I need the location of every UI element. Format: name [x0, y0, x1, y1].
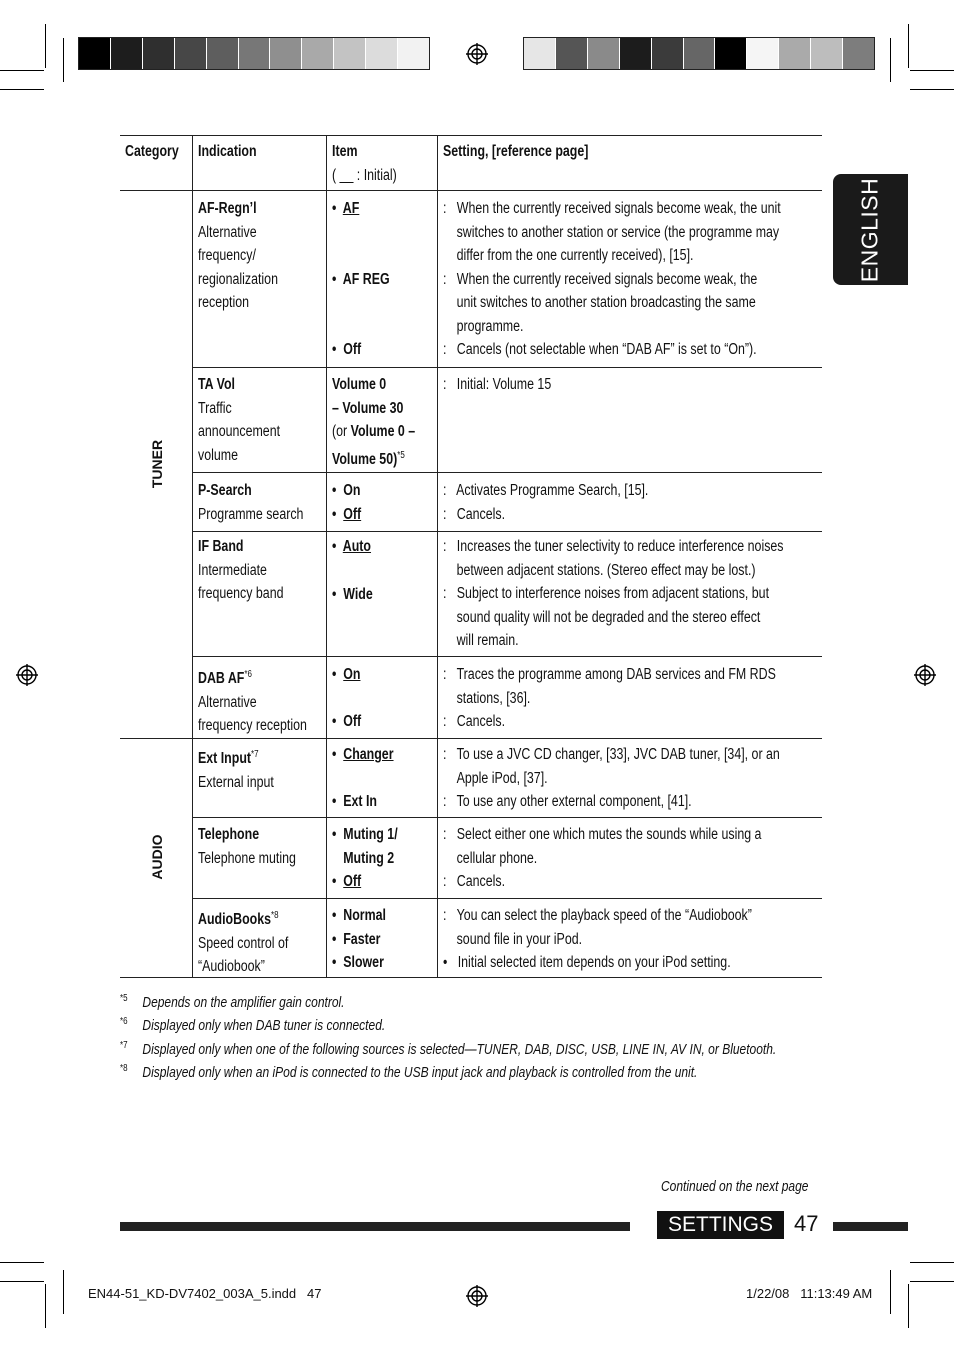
color-swatch [175, 38, 207, 69]
setting-telephone: : Select either one which mutes the sounds while using a cellular phone. : Cancels. [443, 826, 762, 890]
item-speed: • Normal • Faster • Slower [332, 907, 386, 971]
indication-ext-input: Ext Input$^{*7}$ External input [198, 749, 274, 791]
color-swatch [779, 38, 811, 69]
footnote: $^{*6}$ Displayed only when DAB tuner is connected. [120, 1016, 386, 1034]
item-muting: • Muting 1/ Muting 2 • Off [332, 826, 398, 890]
indication-ta-vol: TA Vol Traffic announcement volume [198, 376, 281, 464]
registration-mark-icon [466, 1285, 488, 1307]
category-tuner: TUNER [149, 439, 165, 489]
item-af: • AF [332, 200, 360, 217]
indication-audiobooks: AudioBooks$^{*8}$ Speed control of “Audiobook” [198, 910, 289, 976]
color-swatch [334, 38, 366, 69]
indication-p-search: P-Search Programme search [198, 482, 304, 523]
slug-file: EN44-51_KD-DV7402_003A_5.indd 47 [88, 1286, 322, 1301]
header-indication: Indication [198, 143, 257, 160]
footnote: $^{*8}$ Displayed only when an iPod is connected to the USB input jack and playback is controlled from the unit. [120, 1063, 698, 1081]
item-auto: • Auto [332, 538, 372, 555]
footnote: $^{*7}$ Displayed only when one of the following sources is selected—TUNER, DAB, DISC, USB, LINE IN, AV IN, or Bluetooth. [120, 1040, 777, 1058]
indication-telephone: Telephone Telephone muting [198, 826, 296, 867]
color-swatch [843, 38, 874, 69]
language-tab-label: ENGLISH [856, 177, 883, 283]
color-swatch [620, 38, 652, 69]
color-swatch [684, 38, 716, 69]
indication-if-band: IF Band Intermediate frequency band [198, 538, 284, 602]
slug-date: 1/22/08 11:13:49 AM [746, 1286, 873, 1301]
item-on: • On [332, 666, 361, 683]
item-af-reg: • AF REG [332, 271, 390, 288]
footer-rule-right [833, 1222, 908, 1231]
continued-note: Continued on the next page [661, 1178, 809, 1195]
language-tab [833, 174, 908, 285]
setting-if-band: : Increases the tuner selectivity to reduce interference noises between adjacent stations. (Stereo effect may be lost.) : Subject to interference noises from adjacent stations, but sound quality will not be degraded and the stereo effect will remain. [443, 538, 784, 649]
setting-p-search: : Activates Programme Search, [15]. : Cancels. [443, 482, 649, 523]
item-ext-in: • Ext In [332, 793, 377, 810]
item-off: • Off [332, 341, 362, 358]
item-changer: • Changer [332, 746, 394, 763]
color-swatch [556, 38, 588, 69]
indication-af-regnl: AF-Regn’l Alternative frequency/ regionalization reception [198, 200, 278, 311]
section-label: SETTINGS [657, 1211, 784, 1239]
indication-dab-af: DAB AF$^{*6}$ Alternative frequency reception [198, 669, 307, 735]
color-swatch [811, 38, 843, 69]
color-swatch [524, 38, 556, 69]
category-audio: AUDIO [149, 834, 165, 880]
item-on-off: • On • Off [332, 482, 362, 523]
registration-mark-icon [16, 664, 38, 686]
header-item-note: ( __ : Initial) [332, 167, 397, 184]
header-setting: Setting, [reference page] [443, 143, 589, 160]
color-swatch [270, 38, 302, 69]
item-volume: Volume 0 – Volume 30 (or Volume 0 – Volume 50)$^{*5}$ [332, 376, 416, 468]
color-swatch [747, 38, 779, 69]
color-swatch [207, 38, 239, 69]
color-swatch [111, 38, 143, 69]
color-swatch [143, 38, 175, 69]
color-swatch [79, 38, 111, 69]
color-swatch [302, 38, 334, 69]
color-calibration-bar-right [523, 37, 875, 70]
color-swatch [588, 38, 620, 69]
setting-af: : When the currently received signals become weak, the unit switches to another station or service (the programme may differ from the one currently received), [15]. : When the currently received signals become weak, the unit switches to another station broadcasting the same programme. : Cancels (not selectable when “DAB AF” is set to “On”). [443, 200, 781, 358]
header-item: Item [332, 143, 358, 160]
setting-ext-input: : To use a JVC CD changer, [33], JVC DAB tuner, [34], or an Apple iPod, [37]. : To use any other external component, [41]. [443, 746, 780, 810]
item-wide: • Wide [332, 586, 373, 603]
setting-dab-af: : Traces the programme among DAB services and FM RDS stations, [36]. : Cancels. [443, 666, 776, 730]
page-number: 47 [794, 1211, 819, 1236]
color-swatch [239, 38, 271, 69]
registration-mark-icon [914, 664, 936, 686]
registration-mark-icon [466, 43, 488, 65]
setting-audiobooks: : You can select the playback speed of the “Audiobook” sound file in your iPod. • Initial selected item depends on your iPod setting. [443, 907, 752, 971]
color-swatch [652, 38, 684, 69]
color-swatch [366, 38, 398, 69]
item-off: • Off [332, 713, 362, 730]
setting-ta-vol: : Initial: Volume 15 [443, 376, 552, 393]
color-swatch [715, 38, 747, 69]
color-calibration-bar-left [78, 37, 430, 70]
color-swatch [398, 38, 429, 69]
footnote: $^{*5}$ Depends on the amplifier gain control. [120, 993, 345, 1011]
footer-rule [120, 1222, 630, 1231]
header-category: Category [125, 143, 179, 160]
